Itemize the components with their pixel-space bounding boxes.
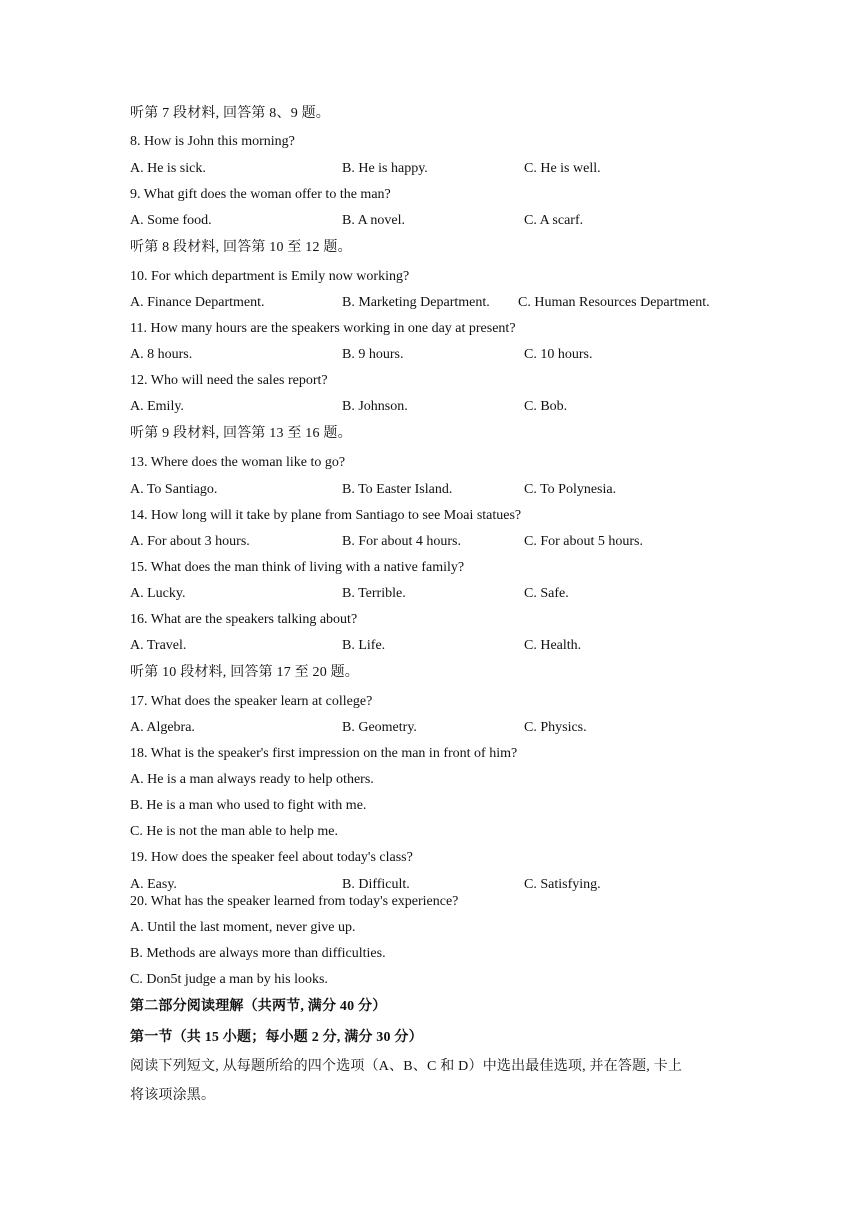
option-b: B. Methods are always more than difficulties. [130, 946, 386, 961]
question: 19. How does the speaker feel about today's class? [130, 850, 413, 865]
section-heading: 听第 9 段材料, 回答第 13 至 16 题。 [130, 426, 352, 441]
instruction-text: 将该项涂黑。 [130, 1088, 216, 1103]
option-a: A. Lucky. [130, 586, 186, 601]
section-heading: 听第 10 段材料, 回答第 17 至 20 题。 [130, 665, 359, 680]
instruction-text: 阅读下列短文, 从每题所给的四个选项（A、B、C 和 D）中选出最佳选项, 并在答题, 卡上 [130, 1059, 683, 1074]
option-a: A. Algebra. [130, 720, 195, 735]
question: 14. How long will it take by plane from Santiago to see Moai statues? [130, 508, 522, 523]
option-b: B. Geometry. [342, 720, 417, 735]
question: 17. What does the speaker learn at college? [130, 694, 373, 709]
option-a: A. Easy. [130, 877, 177, 892]
option-a: A. Emily. [130, 399, 184, 414]
option-c: C. Health. [524, 638, 582, 653]
part-title: 第二部分阅读理解（共两节, 满分 40 分） [130, 999, 387, 1014]
option-b: B. He is happy. [342, 161, 428, 176]
question: 20. What has the speaker learned from today's experience? [130, 894, 459, 909]
option-b: B. Life. [342, 638, 386, 653]
question: 18. What is the speaker's first impression on the man in front of him? [130, 746, 518, 761]
option-c: C. Bob. [524, 399, 568, 414]
option-a: A. Finance Department. [130, 295, 265, 310]
option-c: C. To Polynesia. [524, 482, 617, 497]
question: 10. For which department is Emily now working? [130, 269, 410, 284]
option-b: B. A novel. [342, 213, 406, 228]
option-c: C. 10 hours. [524, 347, 593, 362]
option-c: C. For about 5 hours. [524, 534, 643, 549]
section-title: 第一节（共 15 小题；每小题 2 分, 满分 30 分） [130, 1030, 423, 1045]
option-c: C. He is not the man able to help me. [130, 824, 339, 839]
option-b: B. Difficult. [342, 877, 410, 892]
option-b: B. He is a man who used to fight with me. [130, 798, 367, 813]
section-heading: 听第 7 段材料, 回答第 8、9 题。 [130, 106, 330, 121]
option-c: C. Safe. [524, 586, 569, 601]
option-a: A. 8 hours. [130, 347, 193, 362]
question: 9. What gift does the woman offer to the man? [130, 187, 391, 202]
option-a: A. For about 3 hours. [130, 534, 250, 549]
option-a: A. He is a man always ready to help others. [130, 772, 374, 787]
option-c: C. Human Resources Department. [518, 295, 710, 310]
option-b: B. Terrible. [342, 586, 406, 601]
option-a: A. Some food. [130, 213, 212, 228]
question: 16. What are the speakers talking about? [130, 612, 358, 627]
question: 13. Where does the woman like to go? [130, 455, 346, 470]
question: 8. How is John this morning? [130, 134, 295, 149]
option-a: A. Until the last moment, never give up. [130, 920, 356, 935]
option-b: B. To Easter Island. [342, 482, 453, 497]
option-b: B. Johnson. [342, 399, 408, 414]
option-c: C. A scarf. [524, 213, 584, 228]
option-a: A. Travel. [130, 638, 187, 653]
question: 12. Who will need the sales report? [130, 373, 328, 388]
option-a: A. He is sick. [130, 161, 206, 176]
option-b: B. Marketing Department. [342, 295, 490, 310]
option-c: C. Don5t judge a man by his looks. [130, 972, 328, 987]
section-heading: 听第 8 段材料, 回答第 10 至 12 题。 [130, 240, 352, 255]
option-c: C. Satisfying. [524, 877, 601, 892]
question: 11. How many hours are the speakers working in one day at present? [130, 321, 516, 336]
option-a: A. To Santiago. [130, 482, 218, 497]
option-c: C. Physics. [524, 720, 587, 735]
option-c: C. He is well. [524, 161, 601, 176]
option-b: B. 9 hours. [342, 347, 404, 362]
question: 15. What does the man think of living with a native family? [130, 560, 465, 575]
option-b: B. For about 4 hours. [342, 534, 461, 549]
